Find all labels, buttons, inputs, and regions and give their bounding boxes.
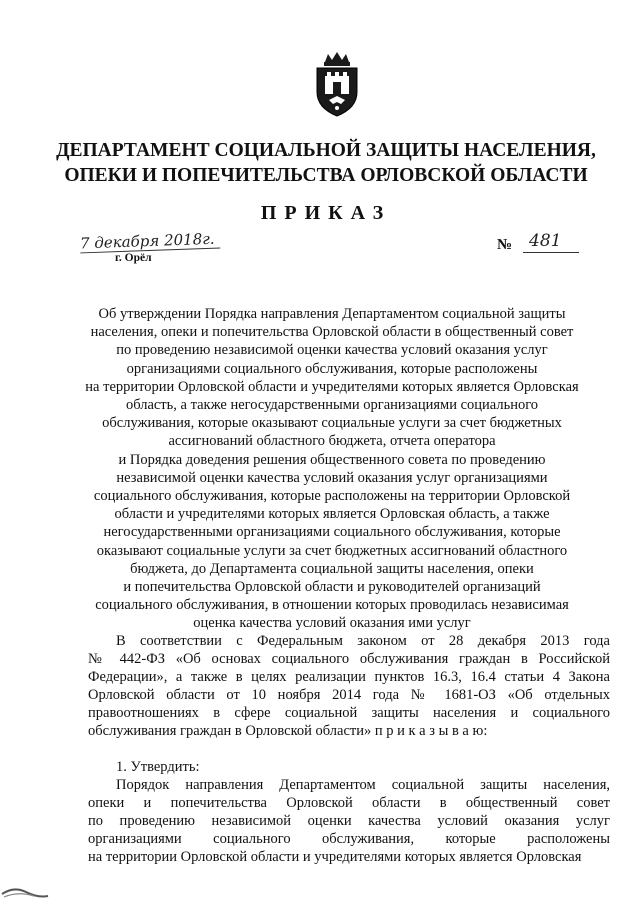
- order-body: [88, 632, 610, 866]
- preamble-line: Орловской области от 10 ноября 2014 года № 1681-ОЗ «Об отдельных: [88, 687, 610, 703]
- subject-line: негосударственными организациями социального обслуживания, которые: [103, 524, 561, 541]
- preamble-line: № 442-ФЗ «Об основах социального обслуживания граждан в Российской: [88, 651, 610, 667]
- item-1-line-last: на территории Орловской области и учредителями которых является Орловская: [88, 849, 582, 865]
- subject-line: и попечительства Орловской области и руководителей организаций: [123, 579, 541, 596]
- preamble-line-last: обслуживания граждан в Орловской области» п р и к а з ы в а ю:: [88, 723, 488, 739]
- subject-line: социального обслуживания, которые расположены на территории Орловской: [93, 488, 571, 505]
- subject-line: бюджета, до Департамента социальной защиты населения, опеки: [130, 560, 534, 577]
- subject-line: область, а также негосударственными организациями социального: [125, 397, 539, 414]
- city-label: г. Орёл: [115, 252, 152, 264]
- orel-region-emblem-icon: [311, 52, 363, 118]
- subject-line: Об утверждении Порядка направления Департаментом социальной защиты: [98, 306, 566, 322]
- department-line-1: ДЕПАРТАМЕНТ СОЦИАЛЬНОЙ ЗАЩИТЫ НАСЕЛЕНИЯ,: [56, 140, 596, 161]
- subject-line: организациями социального обслуживания, которые расположены: [126, 360, 538, 377]
- subject-line: по проведению независимой оценки качества условий оказания услуг: [116, 342, 548, 359]
- department-line-2: ОПЕКИ И ПОПЕЧИТЕЛЬСТВА ОРЛОВСКОЙ ОБЛАСТИ: [64, 165, 588, 186]
- item-1-line: организациями социального обслуживания, которые расположены: [88, 831, 610, 847]
- item-1-line: по проведению независимой оценки качества условий оказания услуг: [88, 813, 610, 829]
- subject-line: оказывают социальные услуги за счет бюджетных ассигнований областного: [96, 542, 568, 559]
- order-title: ПРИКАЗ: [260, 202, 392, 224]
- handwritten-date: 7 декабря 2018г.: [80, 230, 221, 254]
- subject-line: населения, опеки и попечительства Орловской области в общественный совет: [90, 324, 574, 341]
- item-1-label: 1. Утвердить:: [116, 759, 200, 775]
- order-number-label: №: [497, 237, 513, 253]
- scan-mark-icon: [0, 880, 50, 900]
- preamble-line: Федерации», а также в целях реализации пунктов 16.3, 16.4 статьи 4 Закона: [88, 669, 610, 685]
- preamble-line: правоотношениях в сфере социальной защиты населения и социального: [88, 705, 610, 721]
- subject-line: социального обслуживания, в отношении которых проводилась независимая: [95, 597, 569, 614]
- subject-line: и Порядка доведения решения общественного совета по проведению: [118, 451, 546, 468]
- subject-line: независимой оценки качества условий оказания услуг организациями: [116, 469, 548, 486]
- subject-line: на территории Орловской области и учредителями которых является Орловская: [85, 378, 579, 395]
- order-subject: [82, 305, 582, 633]
- handwritten-order-number: 481: [523, 230, 579, 253]
- item-1-line: опеки и попечительства Орловской области в общественный совет: [88, 795, 610, 811]
- subject-line: ассигнований областного бюджета, отчета оператора: [168, 433, 496, 450]
- department-heading: [40, 138, 612, 188]
- item-1-line: Порядок направления Департаментом социальной защиты населения,: [116, 777, 610, 793]
- subject-line: области и учредителями которых является Орловская область, а также: [114, 506, 550, 523]
- subject-line: оценка качества условий оказания ими услуг: [193, 615, 471, 632]
- preamble-line: В соответствии с Федеральным законом от 28 декабря 2013 года: [116, 633, 610, 649]
- subject-line: обслуживания, которые оказывают социальные услуги за счет бюджетных: [102, 415, 562, 432]
